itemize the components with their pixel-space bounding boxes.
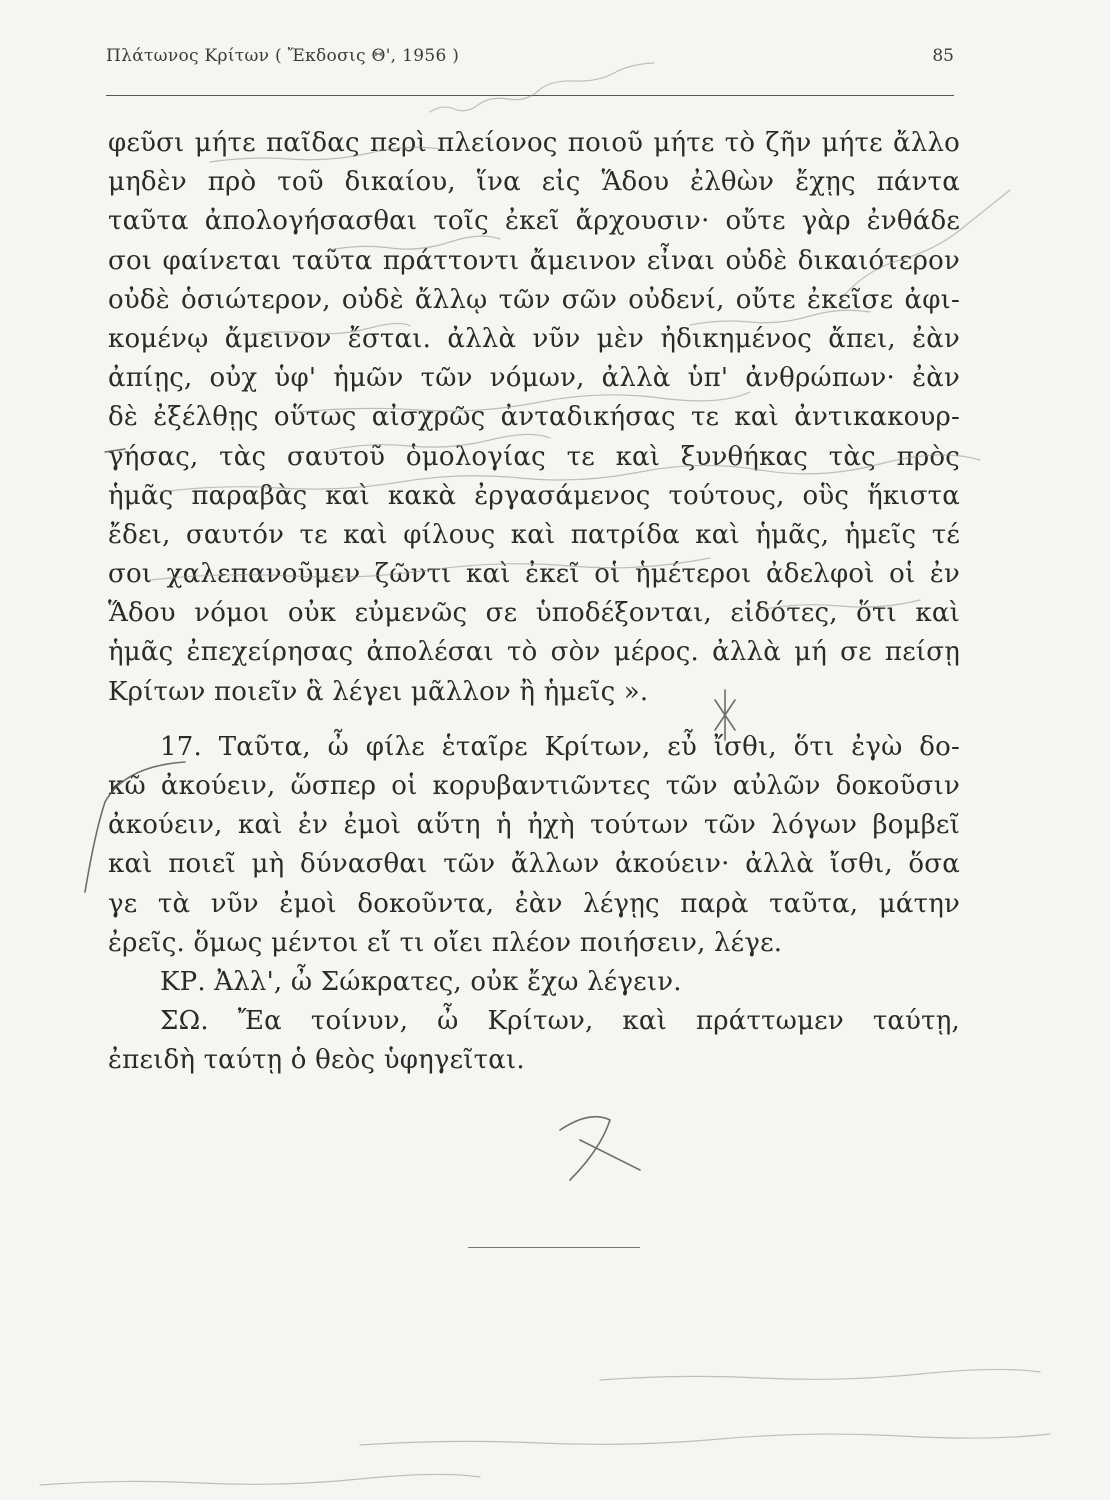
cross-mark: [560, 1117, 640, 1180]
text-line: κῶ ἀκούειν, ὥσπερ οἱ κορυβαντιῶντες τῶν αὐλῶν δοκοῦσιν: [108, 771, 960, 801]
text-line: ἀπίῃς, οὐχ ὑφ' ἡμῶν τῶν νόμων, ἀλλὰ ὑπ' ἀνθρώπων· ἐὰν: [108, 363, 960, 394]
text-line: ἐρεῖς. ὅμως μέντοι εἴ τι οἴει πλέον ποιήσειν, λέγε.: [108, 927, 783, 958]
section-gap: [108, 712, 960, 728]
text-line: καὶ ποιεῖ μὴ δύνασθαι τῶν ἄλλων ἀκούειν· ἀλλὰ ἴσθι, ὅσα: [108, 849, 960, 880]
end-rule: [468, 1247, 640, 1248]
text-line: ἀκούειν, καὶ ἐν ἐμοὶ αὕτη ἡ ἠχὴ τούτων τῶν λόγων βομβεῖ: [108, 810, 960, 841]
section-17-start: 17. Ταῦτα, ὦ φίλε ἑταῖρε Κρίτων, εὖ ἴσθι, ὅτι ἐγὼ δο-: [160, 731, 960, 762]
text-line: δὲ ἐξέλθῃς οὕτως αἰσχρῶς ἀνταδικήσας τε καὶ ἀντικακουρ-: [108, 402, 960, 433]
text-line: φεῦσι μήτε παῖδας περὶ πλείονος ποιοῦ μήτε τὸ ζῆν μήτε ἄλλο: [108, 128, 960, 158]
running-title: Πλάτωνος Κρίτων ( Ἔκδοσις Θ', 1956 ): [106, 46, 460, 66]
text-line: ἐπειδὴ ταύτῃ ὁ θεὸς ὑφηγεῖται.: [108, 1045, 525, 1076]
text-line: ἔδει, σαυτόν τε καὶ φίλους καὶ πατρίδα καὶ ἡμᾶς, ἡμεῖς τέ: [108, 519, 960, 550]
text-line: γε τὰ νῦν ἐμοὶ δοκοῦντα, ἐὰν λέγῃς παρὰ ταῦτα, μάτην: [108, 888, 960, 919]
running-header: [106, 46, 954, 76]
page-number: 85: [932, 46, 954, 66]
dialogue-kriton: ΚΡ. Ἀλλ', ὦ Σώκρατες, οὐκ ἔχω λέγειν.: [160, 966, 682, 997]
text-line: οὐδὲ ὁσιώτερον, οὐδὲ ἄλλῳ τῶν σῶν οὐδενί, οὔτε ἐκεῖσε ἀφι-: [108, 284, 960, 315]
text-line: ἡμᾶς παραβὰς καὶ κακὰ ἐργασάμενος τούτους, οὓς ἥκιστα: [108, 480, 960, 511]
pencil-scribble: [360, 1434, 1050, 1445]
text-line: μηδὲν πρὸ τοῦ δικαίου, ἵνα εἰς Ἅδου ἐλθὼν ἔχῃς πάντα: [108, 167, 960, 198]
pencil-scribble: [600, 1369, 1040, 1380]
text-line: σοι χαλεπανοῦμεν ζῶντι καὶ ἐκεῖ οἱ ἡμέτεροι ἀδελφοὶ οἱ ἐν: [108, 559, 960, 590]
text-line: γήσας, τὰς σαυτοῦ ὁμολογίας τε καὶ ξυνθήκας τὰς πρὸς: [108, 441, 960, 472]
text-line: κομένῳ ἄμεινον ἔσται. ἀλλὰ νῦν μὲν ἠδικημένος ἄπει, ἐὰν: [108, 323, 960, 354]
dialogue-socrates: ΣΩ. Ἔα τοίνυν, ὦ Κρίτων, καὶ πράττωμεν ταύτῃ,: [160, 1006, 960, 1037]
pencil-scribble: [40, 1474, 480, 1485]
header-rule: [106, 95, 954, 96]
text-line: ἡμᾶς ἐπεχείρησας ἀπολέσαι τὸ σὸν μέρος. ἀλλὰ μή σε πείσῃ: [108, 637, 960, 668]
text-line: Ἅδου νόμοι οὐκ εὐμενῶς σε ὑποδέξονται, εἰδότες, ὅτι καὶ: [108, 598, 960, 629]
text-line: Κρίτων ποιεῖν ἃ λέγει μᾶλλον ἢ ἡμεῖς ».: [108, 676, 649, 707]
main-text: [108, 124, 960, 1081]
text-line: ταῦτα ἀπολογήσασθαι τοῖς ἐκεῖ ἄρχουσιν· οὔτε γὰρ ἐνθάδε: [108, 206, 960, 237]
text-line: σοι φαίνεται ταῦτα πράττοντι ἄμεινον εἶναι οὐδὲ δικαιότερον: [108, 245, 960, 276]
